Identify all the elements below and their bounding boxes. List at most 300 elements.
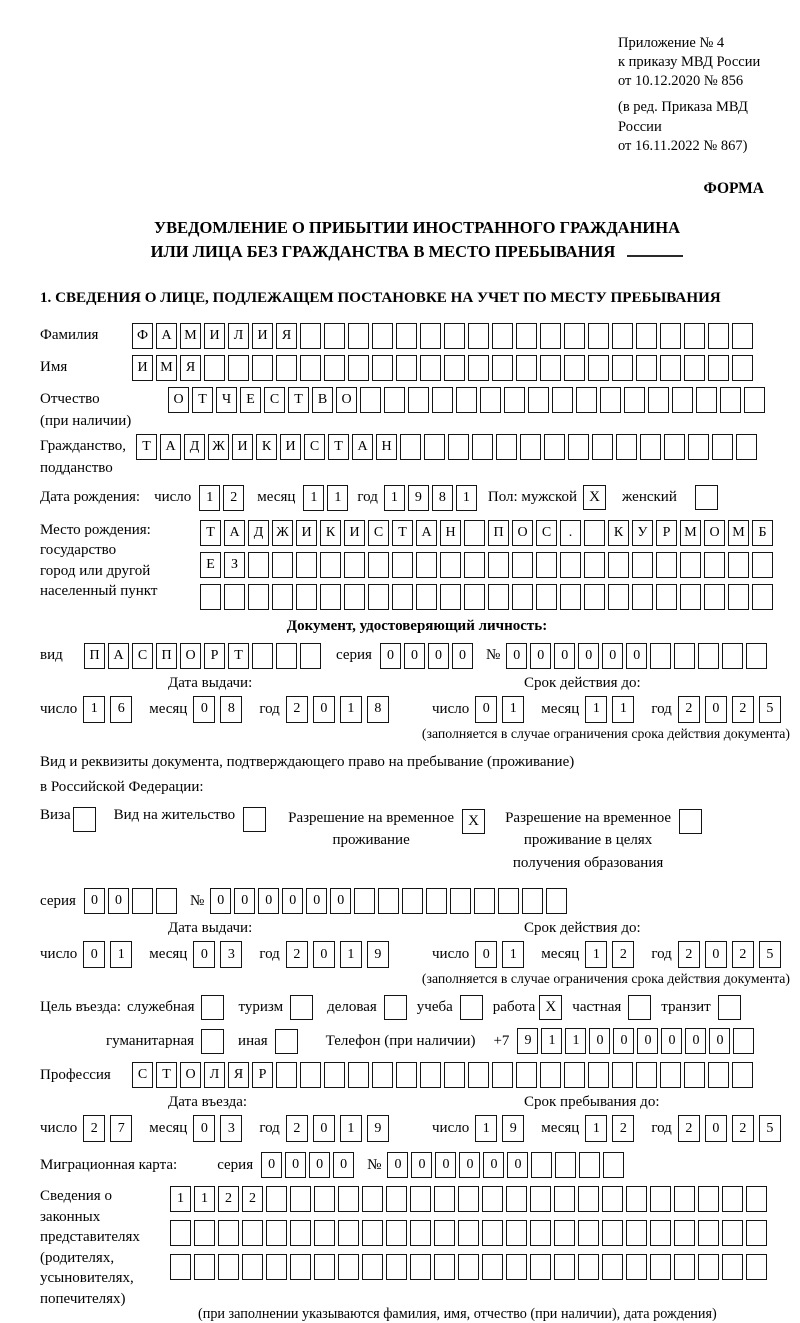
char-cell: 0	[261, 1152, 282, 1178]
char-cell: 0	[282, 888, 303, 914]
month-label: месяц	[149, 700, 188, 717]
char-cell: 5	[759, 1115, 781, 1142]
char-cell: 0	[705, 941, 727, 968]
entry-year	[286, 1115, 394, 1142]
char-cell	[554, 1186, 575, 1212]
migcard-number-cells	[387, 1152, 627, 1178]
resdoc-expiry-col	[432, 920, 794, 968]
resdoc-intro2: в Российской Федерации:	[40, 779, 204, 796]
purpose-business: деловая	[327, 995, 407, 1020]
iddoc-expiry-day	[475, 696, 529, 723]
form-title-line1: УВЕДОМЛЕНИЕ О ПРИБЫТИИ ИНОСТРАННОГО ГРАЖДАНИНА	[153, 217, 681, 237]
char-cell: 9	[367, 1115, 389, 1142]
resdoc-series-row	[40, 888, 794, 914]
char-cell: Е	[240, 387, 261, 413]
char-cell	[276, 1062, 297, 1088]
char-cell	[722, 1254, 743, 1280]
char-cell	[600, 387, 621, 413]
char-cell	[602, 1220, 623, 1246]
char-cell: Д	[248, 520, 269, 546]
char-cell	[612, 323, 633, 349]
purpose-study-checkbox	[460, 995, 483, 1020]
guardians-note: (при заполнении указываются фамилия, имя, отчество (при наличии), дата рождения)	[198, 1306, 717, 1323]
day-label: число	[432, 1120, 470, 1137]
guardians-label-4: (родителях,	[40, 1249, 115, 1266]
char-cell: М	[728, 520, 749, 546]
char-cell: 0	[380, 643, 401, 669]
resdoc-number-cells	[210, 888, 570, 914]
char-cell	[530, 1254, 551, 1280]
char-cell: П	[488, 520, 509, 546]
rvpo-label: Разрешение на временное проживание в целях получения образования	[505, 809, 672, 871]
char-cell	[516, 355, 537, 381]
char-cell	[348, 355, 369, 381]
entry-dates-block	[40, 1094, 794, 1142]
char-cell	[426, 888, 447, 914]
char-cell	[392, 552, 413, 578]
char-cell	[468, 323, 489, 349]
year-label: год	[651, 700, 672, 717]
char-cell: З	[224, 552, 245, 578]
resdoc-expiry-row	[432, 941, 794, 968]
char-cell	[156, 888, 177, 914]
purpose-work-checkbox: X	[539, 995, 562, 1020]
char-cell	[378, 888, 399, 914]
char-cell: 0	[234, 888, 255, 914]
char-cell	[290, 1254, 311, 1280]
char-cell: Ч	[216, 387, 237, 413]
char-cell: М	[156, 355, 177, 381]
char-cell: О	[704, 520, 725, 546]
phone-prefix: +7	[493, 1032, 510, 1049]
char-cell	[612, 1062, 633, 1088]
char-cell: Т	[156, 1062, 177, 1088]
char-cell: Я	[276, 323, 297, 349]
resdoc-expiry-month	[585, 941, 639, 968]
char-cell	[194, 1254, 215, 1280]
char-cell	[660, 355, 681, 381]
rvp-option	[288, 807, 485, 852]
guardians-label-3: представителях	[40, 1229, 140, 1246]
purpose-official-checkbox	[201, 995, 224, 1020]
char-cell	[402, 888, 423, 914]
char-cell	[458, 1220, 479, 1246]
day-label: число	[432, 946, 470, 963]
birthplace-block	[40, 520, 794, 610]
year-label: год	[651, 1120, 672, 1137]
char-cell	[372, 1062, 393, 1088]
char-cell: 2	[286, 941, 308, 968]
char-cell: 0	[705, 1115, 727, 1142]
char-cell	[170, 1254, 191, 1280]
char-cell: К	[320, 520, 341, 546]
char-cell: 0	[602, 643, 623, 669]
section1-heading: 1. СВЕДЕНИЯ О ЛИЦЕ, ПОДЛЕЖАЩЕМ ПОСТАНОВКЕ НА УЧЕТ ПО МЕСТУ ПРЕБЫВАНИЯ	[40, 289, 721, 306]
char-cell	[218, 1254, 239, 1280]
day-label: число	[432, 700, 470, 717]
char-cell	[531, 1152, 552, 1178]
char-cell: 0	[661, 1028, 682, 1054]
resdoc-expiry-year	[678, 941, 786, 968]
patronymic-sublabel: (при наличии)	[40, 412, 132, 429]
char-cell	[474, 888, 495, 914]
guardians-block	[40, 1186, 794, 1323]
char-cell	[434, 1186, 455, 1212]
char-cell	[656, 552, 677, 578]
char-cell: 2	[678, 1115, 700, 1142]
char-cell	[650, 1186, 671, 1212]
form-title	[40, 216, 794, 264]
iddoc-kind-row	[40, 643, 794, 669]
char-cell	[578, 1220, 599, 1246]
char-cell	[420, 323, 441, 349]
char-cell: 0	[108, 888, 129, 914]
char-cell	[602, 1254, 623, 1280]
surname-row	[40, 323, 794, 349]
purpose-work: работа X	[493, 995, 563, 1020]
char-cell	[522, 888, 543, 914]
day-label: число	[40, 700, 78, 717]
char-cell: 0	[210, 888, 231, 914]
char-cell: 0	[258, 888, 279, 914]
char-cell	[602, 1186, 623, 1212]
char-cell	[440, 584, 461, 610]
char-cell	[592, 434, 613, 460]
char-cell: 1	[83, 696, 105, 723]
char-cell: 2	[732, 941, 754, 968]
char-cell	[752, 552, 773, 578]
char-cell	[512, 552, 533, 578]
char-cell	[612, 355, 633, 381]
char-cell	[386, 1220, 407, 1246]
iddoc-expiry-col	[432, 675, 794, 723]
char-cell: 0	[330, 888, 351, 914]
char-cell: 0	[404, 643, 425, 669]
char-cell: 0	[705, 696, 727, 723]
char-cell: 3	[220, 1115, 242, 1142]
char-cell	[290, 1186, 311, 1212]
char-cell	[384, 387, 405, 413]
char-cell: И	[204, 323, 225, 349]
visa-checkbox	[73, 807, 96, 832]
char-cell: 1	[303, 485, 324, 511]
purpose-other: иная	[238, 1029, 298, 1054]
char-cell: 1	[340, 1115, 362, 1142]
char-cell	[680, 584, 701, 610]
char-cell	[506, 1254, 527, 1280]
char-cell: .	[560, 520, 581, 546]
char-cell	[386, 1254, 407, 1280]
char-cell	[540, 323, 561, 349]
char-cell	[482, 1186, 503, 1212]
char-cell	[204, 355, 225, 381]
char-cell	[708, 1062, 729, 1088]
surname-label: Фамилия	[40, 327, 99, 344]
resdoc-expiry-day	[475, 941, 529, 968]
char-cell	[360, 387, 381, 413]
char-cell	[672, 387, 693, 413]
char-cell: 2	[612, 1115, 634, 1142]
char-cell: 0	[589, 1028, 610, 1054]
char-cell	[434, 1254, 455, 1280]
month-label: месяц	[257, 489, 296, 506]
char-cell	[348, 323, 369, 349]
birthplace-label-3: город или другой	[40, 562, 151, 579]
char-cell: 8	[432, 485, 453, 511]
char-cell: О	[180, 1062, 201, 1088]
char-cell	[746, 643, 767, 669]
resdoc-series-cells	[84, 888, 180, 914]
iddoc-issued-year	[286, 696, 394, 723]
char-cell: 1	[327, 485, 348, 511]
stay-until-col	[432, 1094, 794, 1142]
birthplace-label-1: Место рождения:	[40, 521, 151, 538]
char-cell: 1	[340, 941, 362, 968]
month-label: месяц	[541, 700, 580, 717]
guardians-labels	[40, 1186, 170, 1309]
char-cell	[568, 434, 589, 460]
birthplace-label-2: государство	[40, 542, 117, 559]
profession-label: Профессия	[40, 1066, 111, 1083]
char-cell: И	[280, 434, 301, 460]
char-cell: Ф	[132, 323, 153, 349]
char-cell	[732, 355, 753, 381]
char-cell: 8	[367, 696, 389, 723]
char-cell	[698, 1254, 719, 1280]
char-cell	[482, 1220, 503, 1246]
char-cell: О	[336, 387, 357, 413]
iddoc-expiry-heading: Срок действия до:	[524, 674, 641, 691]
char-cell	[396, 323, 417, 349]
title-blank-underline	[627, 255, 683, 257]
char-cell: 2	[286, 1115, 308, 1142]
char-cell: 0	[285, 1152, 306, 1178]
char-cell	[456, 387, 477, 413]
char-cell	[674, 1220, 695, 1246]
char-cell	[720, 387, 741, 413]
char-cell: 0	[459, 1152, 480, 1178]
resdoc-expiry-note: (заполняется в случае ограничения срока действия документа)	[421, 971, 790, 987]
char-cell	[578, 1186, 599, 1212]
char-cell	[344, 584, 365, 610]
char-cell	[300, 1062, 321, 1088]
year-label: год	[259, 946, 280, 963]
char-cell	[640, 434, 661, 460]
resdoc-issued-row	[40, 941, 432, 968]
char-cell: Т	[392, 520, 413, 546]
char-cell	[420, 355, 441, 381]
birthplace-label-4: населенный пункт	[40, 583, 158, 600]
char-cell: Р	[252, 1062, 273, 1088]
month-label: месяц	[541, 946, 580, 963]
char-cell	[480, 387, 501, 413]
char-cell	[468, 1062, 489, 1088]
char-cell: 2	[612, 941, 634, 968]
char-cell	[660, 323, 681, 349]
char-cell: Т	[200, 520, 221, 546]
purpose-transit-checkbox	[718, 995, 741, 1020]
char-cell	[626, 1186, 647, 1212]
char-cell: С	[368, 520, 389, 546]
day-label: число	[40, 1120, 78, 1137]
char-cell	[338, 1220, 359, 1246]
char-cell	[744, 387, 765, 413]
char-cell	[674, 1254, 695, 1280]
rvpo-option	[505, 807, 702, 875]
iddoc-expiry-note: (заполняется в случае ограничения срока действия документа)	[421, 725, 790, 741]
day-label: число	[154, 489, 192, 506]
iddoc-issued-col	[40, 675, 432, 723]
iddoc-expiry-row	[432, 696, 794, 723]
char-cell: 0	[554, 643, 575, 669]
char-cell: 0	[613, 1028, 634, 1054]
char-cell	[746, 1254, 767, 1280]
char-cell	[576, 387, 597, 413]
char-cell	[520, 434, 541, 460]
migcard-series-cells	[261, 1152, 357, 1178]
appendix-line: от 10.12.2020 № 856	[618, 73, 744, 90]
char-cell	[636, 323, 657, 349]
char-cell: 0	[193, 1115, 215, 1142]
char-cell	[410, 1186, 431, 1212]
char-cell	[448, 434, 469, 460]
char-cell: О	[180, 643, 201, 669]
char-cell	[492, 323, 513, 349]
char-cell: О	[168, 387, 189, 413]
birthplace-labels	[40, 520, 200, 602]
appendix-line: к приказу МВД России	[618, 54, 761, 71]
char-cell	[276, 355, 297, 381]
char-cell: 0	[387, 1152, 408, 1178]
char-cell	[698, 1186, 719, 1212]
migration-card-label: Миграционная карта:	[40, 1156, 178, 1173]
char-cell	[396, 1062, 417, 1088]
char-cell	[432, 387, 453, 413]
char-cell	[578, 1254, 599, 1280]
char-cell: С	[536, 520, 557, 546]
citizenship-sublabel: подданство	[40, 459, 113, 476]
char-cell	[248, 584, 269, 610]
char-cell	[408, 387, 429, 413]
iddoc-dates-block	[40, 675, 794, 723]
char-cell	[338, 1254, 359, 1280]
char-cell	[680, 552, 701, 578]
birthplace-row1-cells	[200, 520, 776, 546]
char-cell	[362, 1220, 383, 1246]
char-cell	[314, 1186, 335, 1212]
char-cell	[540, 1062, 561, 1088]
char-cell: 0	[530, 643, 551, 669]
birthdate-label: Дата рождения:	[40, 489, 141, 506]
residence-permit-checkbox	[243, 807, 266, 832]
birth-year-cells	[384, 485, 480, 511]
stay-day	[475, 1115, 529, 1142]
char-cell	[552, 387, 573, 413]
char-cell	[314, 1220, 335, 1246]
resdoc-series-label: серия	[40, 892, 76, 909]
firstname-label: Имя	[40, 359, 68, 376]
char-cell: 0	[435, 1152, 456, 1178]
char-cell: 0	[313, 1115, 335, 1142]
char-cell	[464, 552, 485, 578]
form-label: ФОРМА	[703, 179, 764, 197]
birthdate-row	[40, 485, 794, 511]
char-cell	[492, 355, 513, 381]
char-cell: К	[608, 520, 629, 546]
char-cell	[588, 1062, 609, 1088]
char-cell	[372, 355, 393, 381]
char-cell	[354, 888, 375, 914]
char-cell: Т	[228, 643, 249, 669]
char-cell: 1	[585, 696, 607, 723]
char-cell	[276, 643, 297, 669]
char-cell: 2	[223, 485, 244, 511]
guardians-row1-cells	[170, 1186, 770, 1212]
char-cell	[708, 323, 729, 349]
patronymic-row	[40, 387, 794, 413]
char-cell	[372, 323, 393, 349]
char-cell	[684, 355, 705, 381]
char-cell: 6	[110, 696, 132, 723]
char-cell	[252, 643, 273, 669]
char-cell: 0	[506, 643, 527, 669]
char-cell: 1	[502, 941, 524, 968]
char-cell	[492, 1062, 513, 1088]
char-cell: 2	[242, 1186, 263, 1212]
iddoc-heading: Документ, удостоверяющий личность:	[286, 617, 548, 634]
char-cell: 1	[585, 1115, 607, 1142]
char-cell	[242, 1254, 263, 1280]
citizenship-cells	[136, 434, 760, 460]
resdoc-intro1: Вид и реквизиты документа, подтверждающего право на пребывание (проживание)	[40, 753, 575, 770]
char-cell: Д	[184, 434, 205, 460]
char-cell: 0	[428, 643, 449, 669]
char-cell	[530, 1186, 551, 1212]
char-cell: 9	[502, 1115, 524, 1142]
char-cell: М	[180, 323, 201, 349]
char-cell: 0	[578, 643, 599, 669]
char-cell: 2	[218, 1186, 239, 1212]
month-label: месяц	[541, 1120, 580, 1137]
birth-month-cells	[303, 485, 351, 511]
char-cell	[224, 584, 245, 610]
char-cell	[266, 1220, 287, 1246]
iddoc-number-cells	[506, 643, 770, 669]
entry-date-heading: Дата въезда:	[168, 1094, 248, 1111]
char-cell: 1	[565, 1028, 586, 1054]
char-cell	[458, 1254, 479, 1280]
char-cell: И	[232, 434, 253, 460]
char-cell	[579, 1152, 600, 1178]
char-cell: 0	[333, 1152, 354, 1178]
char-cell: С	[304, 434, 325, 460]
char-cell: 1	[475, 1115, 497, 1142]
entry-date-row	[40, 1115, 432, 1142]
stay-until-row	[432, 1115, 794, 1142]
char-cell	[266, 1186, 287, 1212]
iddoc-expiry-year	[678, 696, 786, 723]
char-cell	[194, 1220, 215, 1246]
char-cell: 0	[452, 643, 473, 669]
char-cell	[540, 355, 561, 381]
char-cell: 1	[541, 1028, 562, 1054]
char-cell	[368, 584, 389, 610]
char-cell	[560, 552, 581, 578]
residence-permit-label: Вид на жительство	[113, 806, 236, 823]
char-cell: 8	[220, 696, 242, 723]
rvp-checkbox: X	[462, 809, 485, 834]
sex-male-label: Пол: мужской	[487, 489, 578, 506]
